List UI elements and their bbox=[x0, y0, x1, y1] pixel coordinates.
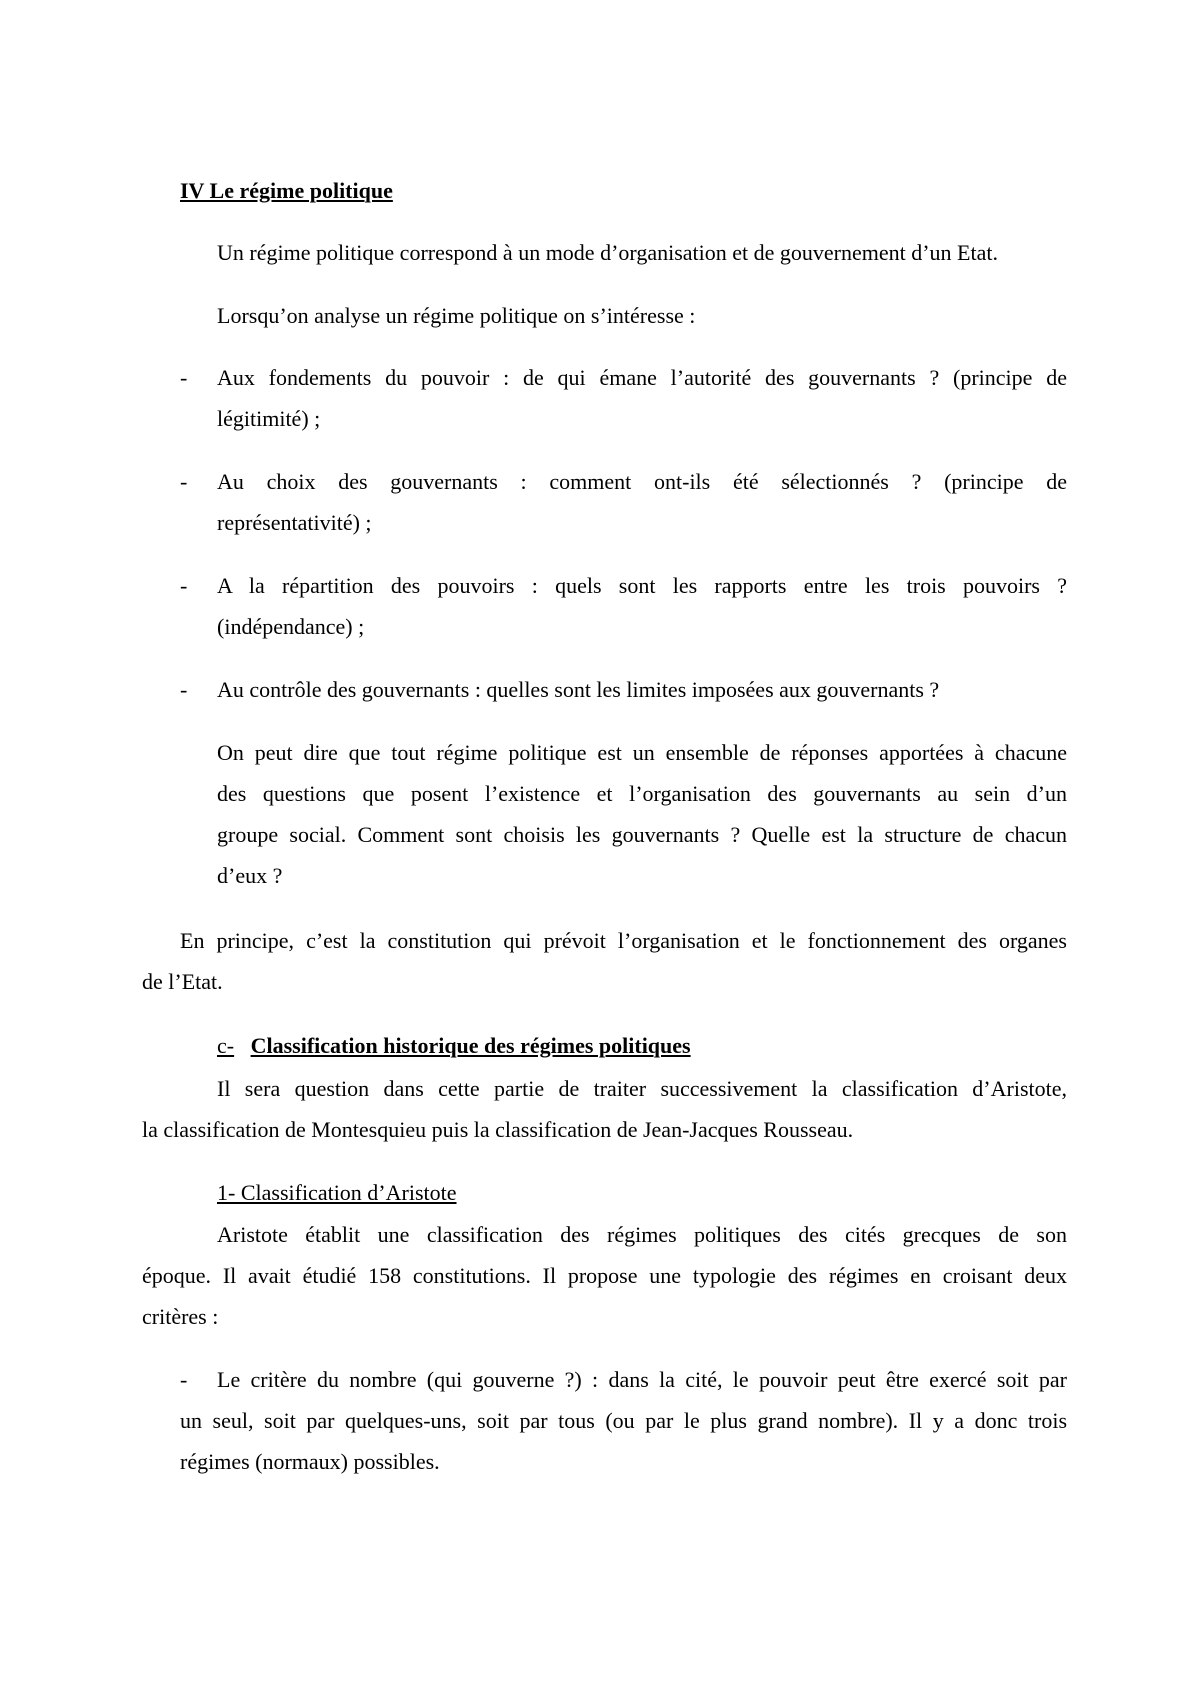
subsection-marker: c- bbox=[217, 1033, 235, 1058]
paragraph-line: Aristote établit une classification des régimes politiques des cités grecques de son bbox=[217, 1222, 1067, 1247]
subsection-paragraph bbox=[142, 1214, 1067, 1337]
list-item-line: A la répartition des pouvoirs : quels sont les rapports entre les trois pouvoirs ? bbox=[217, 573, 1067, 598]
list-item-line: Le critère du nombre (qui gouverne ?) : dans la cité, le pouvoir peut être exercé soit par bbox=[217, 1367, 1067, 1392]
principle-paragraph bbox=[142, 920, 1067, 1002]
subsection-title: 1- Classification d’Aristote bbox=[217, 1180, 457, 1205]
list-item-line: un seul, soit par quelques-uns, soit par tous (ou par le plus grand nombre). Il y a donc trois bbox=[180, 1408, 1067, 1433]
list-item-line: régimes (normaux) possibles. bbox=[180, 1449, 440, 1474]
definition-text: Un régime politique correspond à un mode d’organisation et de gouvernement d’un Etat. bbox=[217, 240, 998, 265]
paragraph-line: d’eux ? bbox=[217, 863, 283, 888]
list-item-line: représentativité) ; bbox=[217, 510, 372, 535]
subsection-heading bbox=[217, 1025, 691, 1066]
list-item bbox=[217, 565, 1067, 647]
list-item-line: (indépendance) ; bbox=[217, 614, 365, 639]
paragraph-line: Il sera question dans cette partie de traiter successivement la classification d’Aristote, bbox=[217, 1076, 1067, 1101]
paragraph-line: époque. Il avait étudié 158 constitutions. Il propose une typologie des régimes en croisant deux bbox=[142, 1263, 1067, 1288]
paragraph-line: On peut dire que tout régime politique est un ensemble de réponses apportées à chacune bbox=[217, 740, 1067, 765]
list-item-dash: - bbox=[180, 365, 188, 390]
list-item bbox=[180, 1359, 1067, 1482]
list-item-line: Au choix des gouvernants : comment ont-ils été sélectionnés ? (principe de bbox=[217, 469, 1067, 494]
paragraph-line: critères : bbox=[142, 1304, 219, 1329]
subsection-paragraph bbox=[142, 1068, 1067, 1150]
list-item-line: Au contrôle des gouvernants : quelles sont les limites imposées aux gouvernants ? bbox=[217, 677, 940, 702]
list-item bbox=[217, 357, 1067, 439]
list-item bbox=[217, 461, 1067, 543]
paragraph-line: groupe social. Comment sont choisis les gouvernants ? Quelle est la structure de chacun bbox=[217, 822, 1067, 847]
list-item-dash: - bbox=[180, 469, 188, 494]
paragraph-line: des questions que posent l’existence et l’organisation des gouvernants au sein d’un bbox=[217, 781, 1067, 806]
list-item-dash: - bbox=[180, 1367, 188, 1392]
analysis-lead-text: Lorsqu’on analyse un régime politique on s’intéresse : bbox=[217, 303, 696, 328]
list-item-line: légitimité) ; bbox=[217, 406, 321, 431]
paragraph-line: de l’Etat. bbox=[142, 969, 223, 994]
section-title: IV Le régime politique bbox=[180, 178, 393, 203]
paragraph-line: En principe, c’est la constitution qui prévoit l’organisation et le fonctionnement des organes bbox=[180, 928, 1067, 953]
list-item-line: Aux fondements du pouvoir : de qui émane l’autorité des gouvernants ? (principe de bbox=[217, 365, 1067, 390]
subsection-title: Classification historique des régimes politiques bbox=[250, 1033, 691, 1058]
paragraph-line: la classification de Montesquieu puis la classification de Jean-Jacques Rousseau. bbox=[142, 1117, 854, 1142]
summary-paragraph bbox=[217, 732, 1067, 896]
list-item-dash: - bbox=[180, 677, 188, 702]
list-item-dash: - bbox=[180, 573, 188, 598]
